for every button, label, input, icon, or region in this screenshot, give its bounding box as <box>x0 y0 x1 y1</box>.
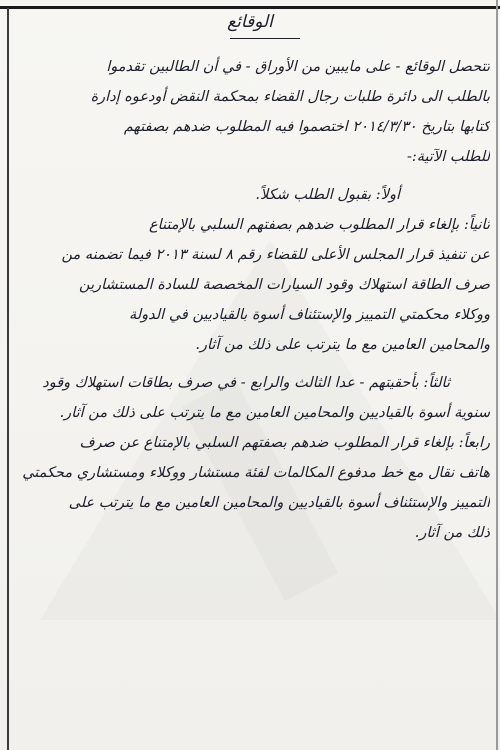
body-line: والمحامين العامين مع ما يترتب على ذلك من آثار. <box>195 337 490 353</box>
request-item-second: ثانياً: بإلغاء قرار المطلوب ضدهم بصفتهم السلبي بالإمتناع <box>149 217 490 233</box>
request-item-third: ثالثاً: بأحقيتهم - عدا الثالث والرابع - في صرف بطاقات استهلاك وقود <box>42 375 450 391</box>
body-line: ووكلاء محكمتي التمييز والإستئناف أسوة بالقياديين في الدولة <box>128 307 490 323</box>
request-item-first: أولاً: بقبول الطلب شكلاً. <box>255 187 400 203</box>
body-line: هاتف نقال مع خط مدفوع المكالمات لفئة مستشار ووكلاء ومستشاري محكمتي <box>22 465 490 481</box>
body-line: تتحصل الوقائع - على مايبين من الأوراق - في أن الطالبين تقدموا <box>106 59 490 75</box>
left-margin-line <box>7 8 9 750</box>
document-title: الوقائع <box>227 12 273 32</box>
request-item-fourth: رابعاً: بإلغاء قرار المطلوب ضدهم بصفتهم السلبي بالإمتناع عن صرف <box>79 435 490 451</box>
right-edge-line <box>496 0 498 750</box>
body-line: بالطلب الى دائرة طلبات رجال القضاء بمحكمة النقض أودعوه إدارة <box>90 89 490 105</box>
body-line: عن تنفيذ قرار المجلس الأعلى للقضاء رقم ٨ لسنة ٢٠١٣ فيما تضمنه من <box>61 247 490 263</box>
body-line: للطلب الآتية:- <box>406 149 490 165</box>
document-body <box>16 52 490 548</box>
body-line: سنوية أسوة بالقياديين والمحامين العامين مع ما يترتب على ذلك من آثار. <box>59 405 490 421</box>
body-line: صرف الطاقة استهلاك وقود السيارات المخصصة للسادة المستشارين <box>79 277 490 293</box>
body-line: ذلك من آثار. <box>414 525 490 541</box>
body-line: كتابها بتاريخ ٢٠١٤/٣/٣٠ اختصموا فيه المطلوب ضدهم بصفتهم <box>123 119 490 135</box>
top-border-line <box>0 6 500 9</box>
body-line: التمييز والإستئناف أسوة بالقياديين والمحامين العامين مع ما يترتب على <box>68 495 490 511</box>
title-underline <box>230 38 300 39</box>
